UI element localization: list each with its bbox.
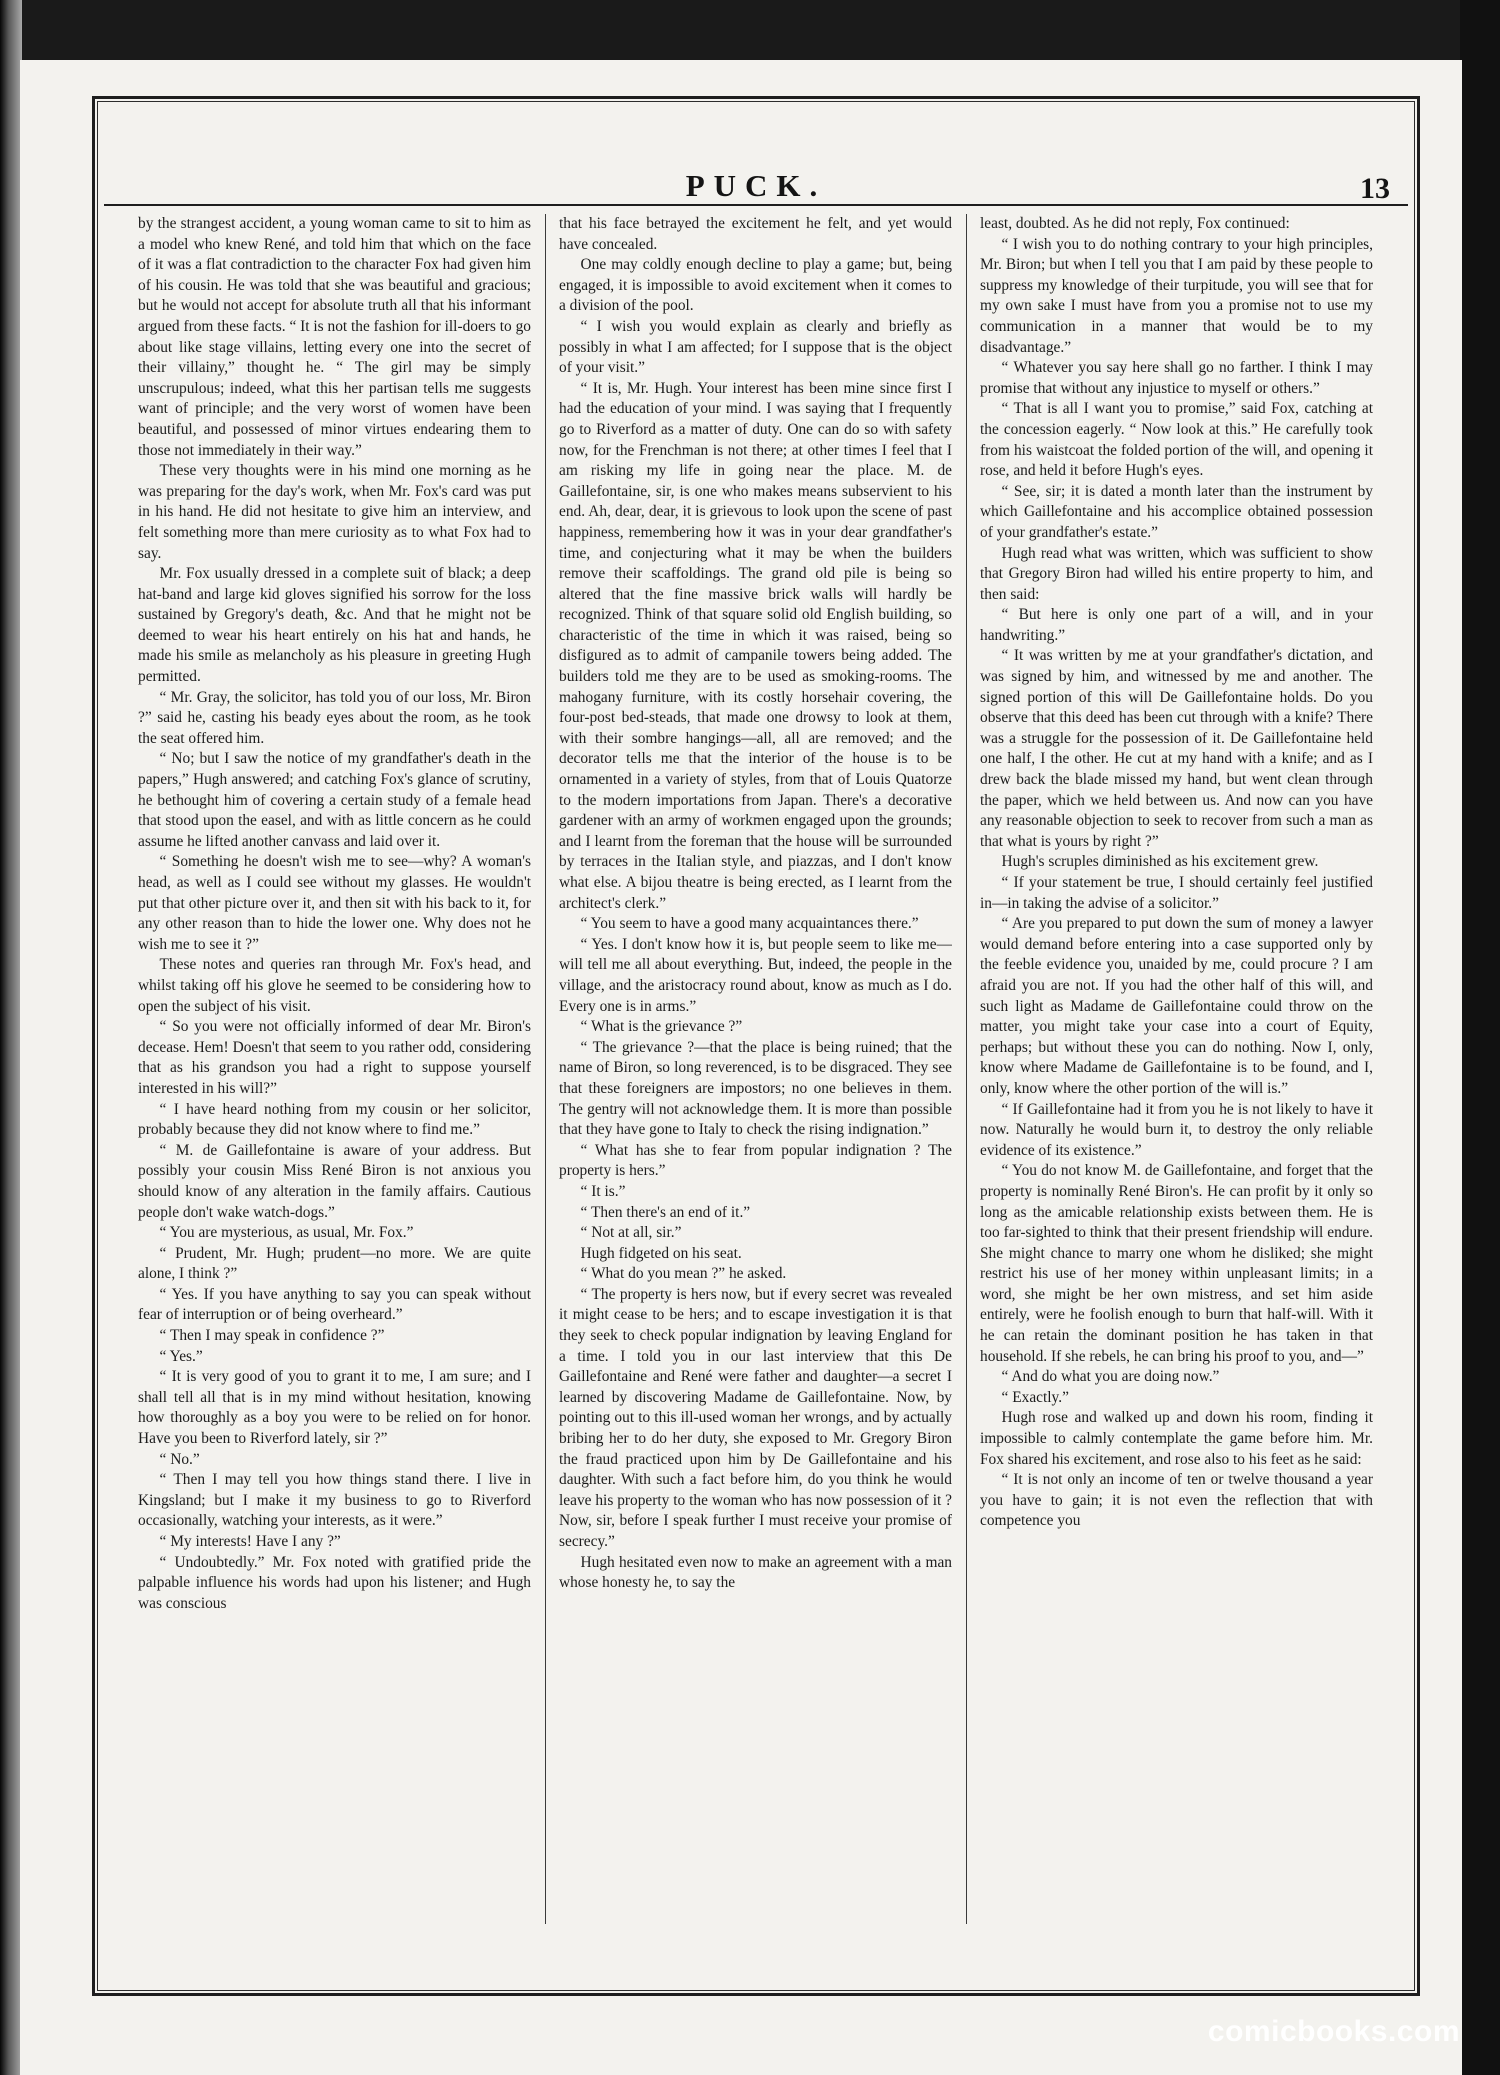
paragraph: “ Not at all, sir.” (580, 1224, 682, 1242)
paragraph: “ No; but I saw the notice of my grandfather's death in the papers,” Hugh answered; and catching Fox's glance of scrutiny, he bethought him of covering a certain study of a female head that stood upon the easel, and with as little concern as he could assume he lifted another canvass and laid over it. (138, 750, 531, 850)
paragraph: “ Exactly.” (1001, 1388, 1069, 1406)
text-column-1 (138, 214, 531, 1924)
paragraph: “ You are mysterious, as usual, Mr. Fox.” (159, 1224, 414, 1242)
paragraph: “ Then there's an end of it.” (580, 1203, 751, 1221)
text-column-2 (559, 214, 952, 1924)
paragraph: “ Undoubtedly.” Mr. Fox noted with gratified pride the palpable influence his words had upon his listener; and Hugh was conscious (138, 1553, 531, 1612)
paragraph: “ So you were not officially informed of dear Mr. Biron's decease. Hem! Doesn't that seem to you rather odd, considering that as his grandson you had a right to suppose yourself interested in his will?” (138, 1018, 531, 1097)
paragraph: “ Yes.” (159, 1347, 203, 1365)
paragraph: Hugh read what was written, which was sufficient to show that Gregory Biron had willed his entire property to him, and then said: (980, 544, 1373, 603)
paragraph: “ That is all I want you to promise,” said Fox, catching at the concession eagerly. “ Now look at this.” He carefully took from his waistcoat the folded portion of the will, and opening it rose, and held it before Hugh's eyes. (980, 400, 1373, 480)
paragraph: “ And do what you are doing now.” (1001, 1368, 1220, 1386)
scan-border-right (1460, 0, 1500, 2075)
masthead-title: PUCK. (685, 168, 827, 203)
paragraph: “ I wish you would explain as clearly and briefly as possibly in what I am affected; for I suppose that is the object of your visit.” (559, 317, 952, 377)
scan-border-top (0, 0, 1500, 62)
article-body (138, 214, 1373, 1924)
paragraph: “ No.” (159, 1450, 200, 1468)
paragraph: “ If your statement be true, I should certainly feel justified in—in taking the advise of a solicitor.” (980, 874, 1373, 912)
paragraph: “ What do you mean ?” he asked. (580, 1265, 787, 1283)
paragraph: “ You seem to have a good many acquaintances there.” (580, 915, 919, 933)
paragraph: least, doubted. As he did not reply, Fox continued: (980, 215, 1290, 232)
paragraph: “ It was written by me at your grandfather's dictation, and was signed by him, and witnessed by me and another. The signed portion of this will De Gaillefontaine holds. Do you observe that this deed has been cut through with a knife? There was a struggle for the possession of it. De Gaillefontaine held one half, I the other. He cut at my hand with a knife; and as I drew back the blade missed my hand, but went clean through the paper, which we held between us. And now can you have any reasonable objection to seek to recover from such a man as that what is yours by right ?” (980, 647, 1373, 850)
paragraph: “ Something he doesn't wish me to see—why? A woman's head, as well as I could see without my glasses. He wouldn't put that other picture over it, and then sit with his back to it, for any other reason than to hide the lower one. Why does not he wish me to see it ?” (138, 853, 531, 953)
watermark: comicbooks.com (1207, 2015, 1460, 2048)
paragraph: “ I wish you to do nothing contrary to your high principles, Mr. Biron; but when I tell you that I am paid by these people to suppress my knowledge of their turpitude, you will see that for my own sake I must have from you a promise not to use my communication in a manner that would be to my disadvantage.” (980, 235, 1373, 356)
paragraph: “ But here is only one part of a will, and in your handwriting.” (980, 606, 1373, 644)
paragraph: “ See, sir; it is dated a month later than the instrument by which Gaillefontaine and his accomplice obtained possession of your grandfather's estate.” (980, 482, 1373, 541)
paragraph: “ I have heard nothing from my cousin or her solicitor, probably because they did not know where to find me.” (138, 1100, 531, 1139)
paragraph: “ The property is hers now, but if every secret was revealed it might cease to be hers; and to escape investigation it is that they seek to check popular indignation by leaving England for a time. I told you in our last interview that this De Gaillefontaine and René were father and daughter—a secret I learned by discovering Madame de Gaillefontaine. Now, by pointing out to this ill-used woman her wrongs, and by actually bribing her to do her duty, she exposed to Mr. Gregory Biron the fraud practiced upon him by De Gaillefontaine and his daughter. With such a fact before him, do you think he would leave his property to the woman who has now possession of it ? Now, sir, before I speak further I must receive your promise of secrecy.” (559, 1285, 952, 1550)
masthead (104, 166, 1408, 206)
paragraph: Hugh's scruples diminished as his excitement grew. (1001, 853, 1319, 871)
paragraph: “ My interests! Have I any ?” (159, 1533, 341, 1550)
paragraph: “ The grievance ?—that the place is being ruined; that the name of Biron, so long reverenced, is to be disgraced. They see that these foreigners are impostors; no one believes in them. The gentry will not acknowledge them. It is more than possible that they have gone to Italy to check the rising indignation.” (559, 1038, 952, 1139)
paragraph: “ Are you prepared to put down the sum of money a lawyer would demand before entering into a case supported only by the feeble evidence you, unaided by me, could procure ? I am afraid you are not. If you had the other half of this will, and such light as Madame de Gaillefontaine could throw on the matter, you might take your case into a court of Equity, perhaps; but without these you can do nothing. Now I, only, know where Madame de Gaillefontaine is to be found, and I, only, know where the other portion of the will is.” (980, 915, 1373, 1097)
paragraph: Hugh hesitated even now to make an agreement with a man whose honesty he, to say the (559, 1553, 952, 1592)
paragraph: “ What is the grievance ?” (580, 1018, 743, 1036)
text-column-3 (980, 214, 1373, 1924)
scan-border-left (0, 0, 22, 2075)
paragraph: These very thoughts were in his mind one morning as he was preparing for the day's work, when Mr. Fox's card was put in his hand. He did not hesitate to give him an interview, and felt something more than mere curiosity as to what Fox had to say. (138, 462, 531, 562)
paragraph: Hugh rose and walked up and down his room, finding it impossible to calmly contemplate the game before him. Mr. Fox shared his excitement, and rose also to his feet as he said: (980, 1409, 1373, 1468)
paragraph: “ It is.” (580, 1182, 626, 1200)
paragraph: “ What has she to fear from popular indignation ? The property is hers.” (559, 1141, 952, 1180)
paragraph: “ It is not only an income of ten or twelve thousand a year you have to gain; it is not even the reflection that with competence you (980, 1471, 1373, 1530)
paragraph: “ Whatever you say here shall go no farther. I think I may promise that without any injustice to myself or others.” (980, 359, 1373, 397)
paragraph: These notes and queries ran through Mr. Fox's head, and whilst taking off his glove he seemed to be considering how to open the subject of his visit. (138, 956, 531, 1015)
paragraph: “ It is, Mr. Hugh. Your interest has been mine since first I had the education of your mind. I was saying that I frequently go to Riverford as a matter of duty. One can do so with safety now, for the Frenchman is not there; at other times I feel that I am risking my life in going near the place. M. de Gaillefontaine, sir, is one who makes means subservient to his end. Ah, dear, dear, it is grievous to look upon the scene of past happiness, remembering how it was in your dear grandfather's time, and conjecturing what it may be when the builders remove their scaffoldings. The grand old pile is being so altered that the fine massive brick walls will hardly be recognized. Think of that square solid old English building, so characteristic of the time in which it was raised, being so disfigured as to admit of campanile towers being added. The builders told me they are to be used as smoking-rooms. The mahogany furniture, with its costly horsehair covering, the four-post bed-steads, that made one drowsy to look at them, with their sombre hangings—all, all are removed; and the decorator tells me that the interior of the house is to be ornamented in a variety of styles, from that of Louis Quatorze to the modern importations from Japan. There's a decorative gardener with an army of workmen engaged upon the grounds; and I learnt from the foreman that the house will be surrounded by terraces in the Italian style, and piazzas, and I don't know what else. A bijou theatre is being erected, as I learnt from the architect's clerk.” (559, 379, 952, 912)
paragraph: “ If Gaillefontaine had it from you he is not likely to have it now. Naturally he would burn it, to destroy the only reliable evidence of its existence.” (980, 1100, 1373, 1159)
paragraph: “ It is very good of you to grant it to me, I am sure; and I shall tell all that is in my mind without hesitation, knowing how thoroughly as a boy you were to be relied on for honor. Have you been to Riverford lately, sir ?” (138, 1368, 531, 1448)
paragraph: by the strangest accident, a young woman came to sit to him as a model who knew René, and told him that which on the face of it was a flat contradiction to the character Fox had given him of his cousin. He was told that she was beautiful and gracious; but he would not accept for absolute truth all that his informant argued from these facts. “ It is not the fashion for ill-doers to go about like stage villains, letting every one into the secret of their villainy,” thought he. “ The girl may be simply unscrupulous; indeed, what this her partisan tells me suggests want of principle; and the very worst of women have been beautiful, and possessed of minor virtues endearing them to those not immediately in their way.” (138, 215, 531, 459)
paragraph: “ Yes. If you have anything to say you can speak without fear of interruption or of being overheard.” (138, 1285, 531, 1324)
paragraph: Hugh fidgeted on his seat. (580, 1244, 742, 1262)
page-number: 13 (1360, 172, 1390, 205)
paragraph: “ You do not know M. de Gaillefontaine, and forget that the property is nominally René Biron's. He can profit by it only so long as the amicable relationship exists between them. He is too far-sighted to think that their present friendship will endure. She might chance to marry one whom he disliked; she might restrict his use of her money within unpleasant limits; in a word, she might be her own mistress, and set him aside entirely, were he foolish enough to burn that half-will. With it he can retain the dominant position he has taken in that household. If she rebels, he can bring his proof to you, and—” (980, 1162, 1373, 1365)
paragraph: “ Then I may tell you how things stand there. I live in Kingsland; but I make it my business to go to Riverford occasionally, watching your interests, as it were.” (138, 1471, 531, 1530)
paragraph: “ Yes. I don't know how it is, but people seem to like me—will tell me all about everything. But, indeed, the people in the village, and the aristocracy round about, know as much as I do. Every one is in arms.” (559, 935, 952, 1015)
paragraph: One may coldly enough decline to play a game; but, being engaged, it is impossible to avoid excitement when it comes to a division of the pool. (559, 256, 952, 315)
paragraph: “ Then I may speak in confidence ?” (159, 1327, 385, 1345)
paragraph: “ M. de Gaillefontaine is aware of your address. But possibly your cousin Miss René Biron is not anxious you should know of any alteration in the family affairs. Cautious people don't wake watch-dogs.” (138, 1141, 531, 1221)
paragraph: that his face betrayed the excitement he felt, and yet would have concealed. (559, 215, 952, 253)
paragraph: “ Mr. Gray, the solicitor, has told you of our loss, Mr. Biron ?” said he, casting his beady eyes about the room, as he took the seat offered him. (138, 688, 531, 747)
paragraph: Mr. Fox usually dressed in a complete suit of black; a deep hat-band and large kid gloves signified his sorrow for the loss sustained by Gregory's death, &c. And that he might not be deemed to wear his heart entirely on his hat and hands, he made his smile as melancholy as his pleasure in greeting Hugh permitted. (138, 565, 531, 686)
paragraph: “ Prudent, Mr. Hugh; prudent—no more. We are quite alone, I think ?” (138, 1244, 531, 1283)
